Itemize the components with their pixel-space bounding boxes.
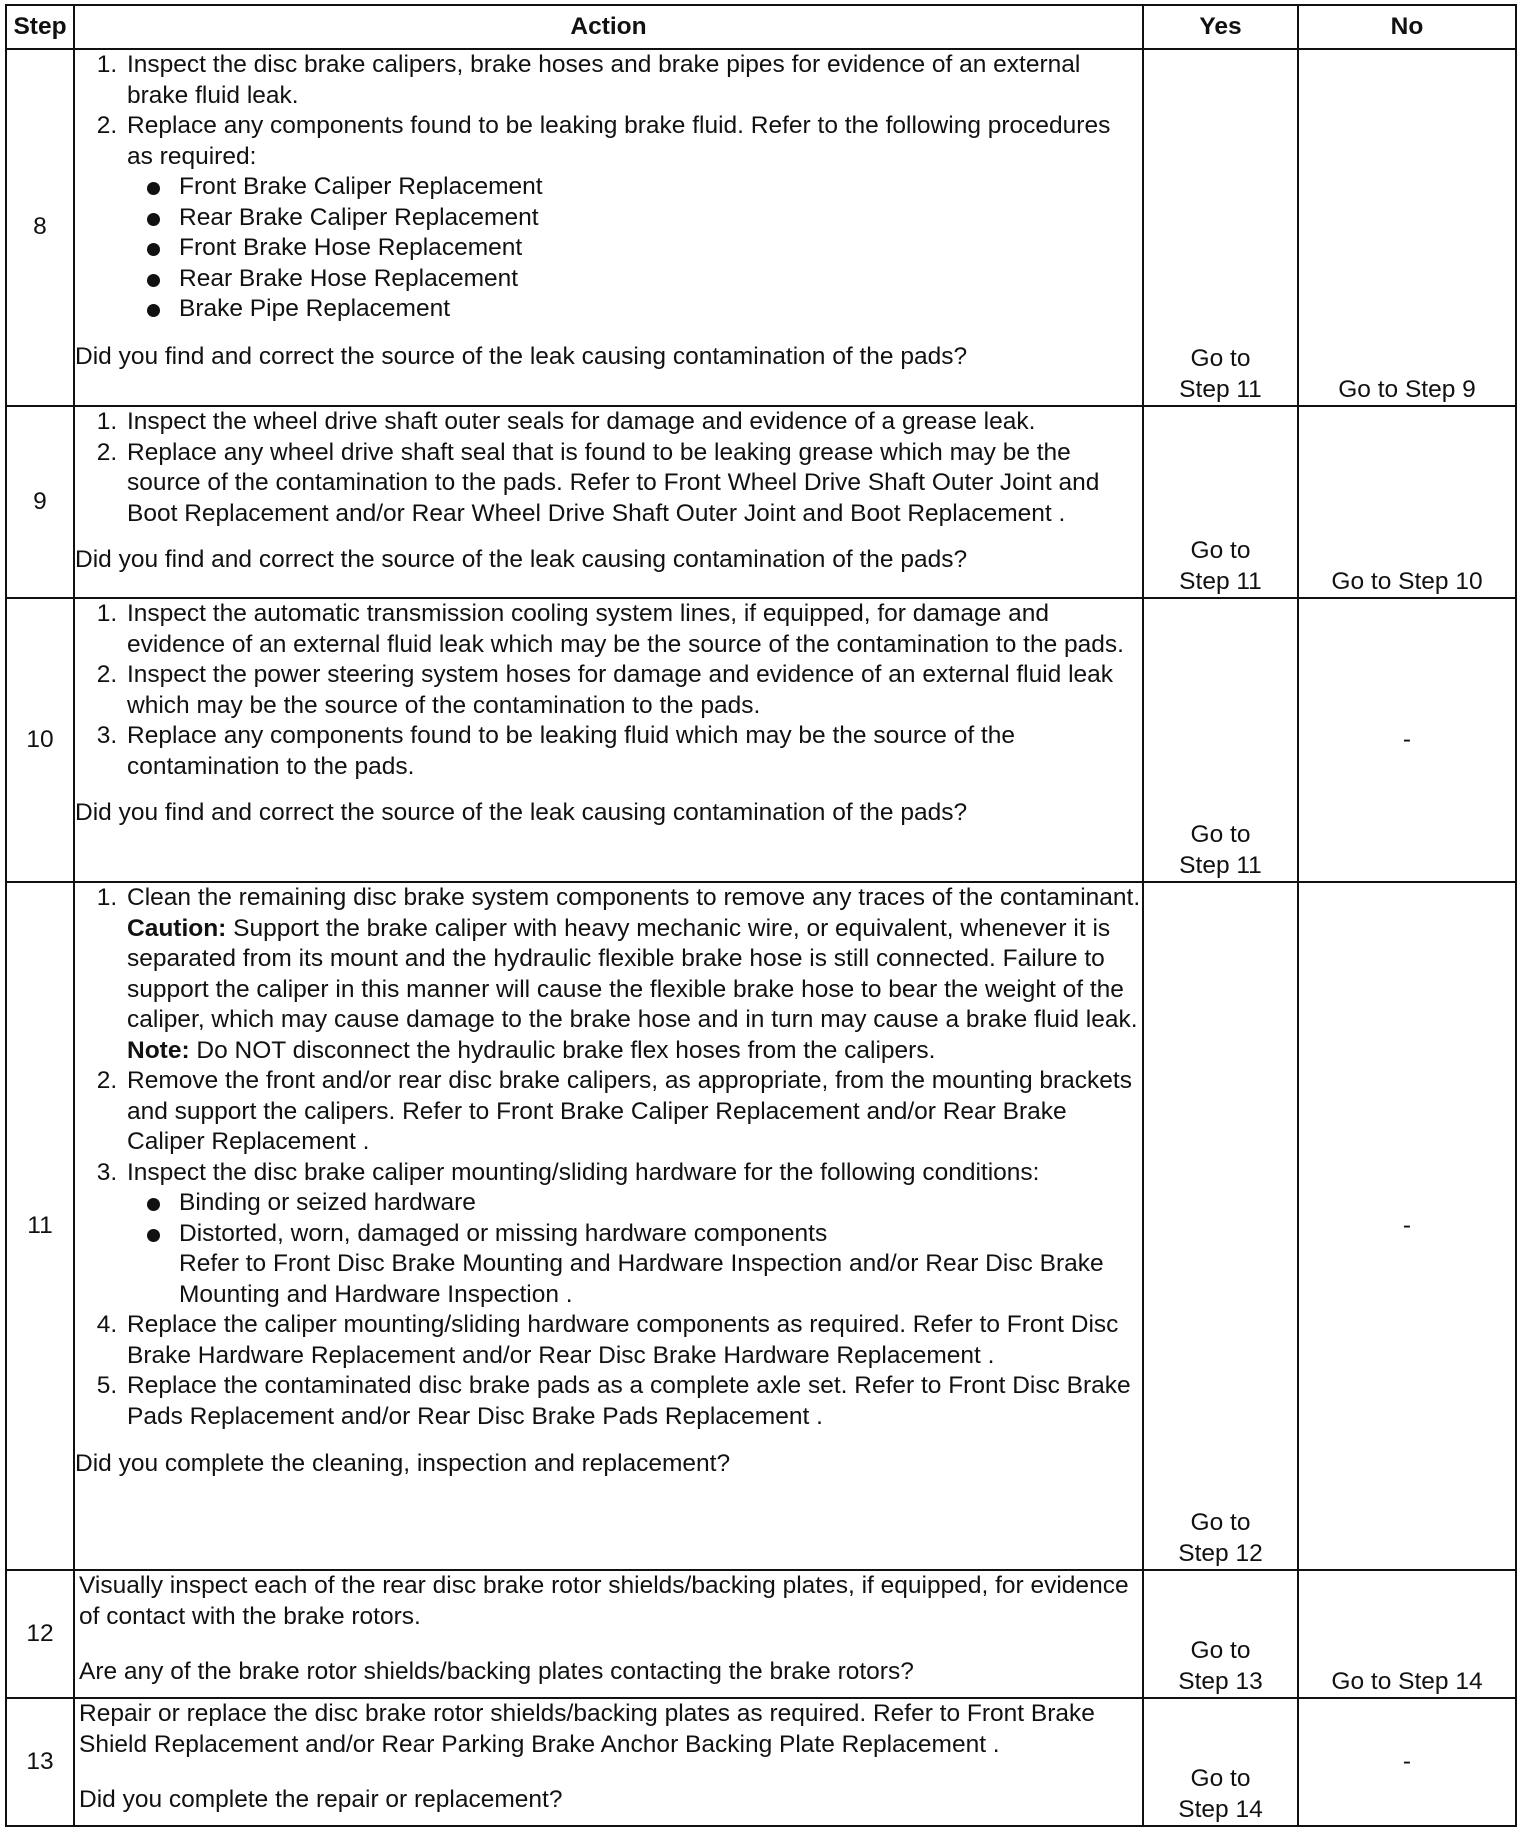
- no-cell: -: [1298, 1698, 1516, 1826]
- procedure-link[interactable]: Brake Pipe Replacement: [179, 294, 1142, 325]
- action-item-text: Inspect the disc brake caliper mounting/sliding hardware for the following conditions:: [127, 1158, 1040, 1186]
- question-text: Did you find and correct the source of the leak causing contamination of the pads?: [75, 546, 968, 573]
- header-action: Action: [74, 5, 1143, 49]
- table-header-row: [6, 5, 1516, 49]
- step-number: 8: [6, 49, 74, 406]
- action-item: [124, 883, 1142, 1066]
- no-cell[interactable]: Go to Step 9: [1298, 49, 1516, 406]
- procedure-link[interactable]: Front Brake Caliper Replacement: [179, 172, 1142, 203]
- action-item: 3. Replace any components found to be leaking fluid which may be the source of the contamination to the pads.: [124, 721, 1142, 782]
- yes-cell[interactable]: [1143, 598, 1298, 882]
- yes-line-1: Go to: [1190, 345, 1251, 372]
- yes-line-2: Step 11: [1179, 375, 1262, 403]
- action-cell: [74, 406, 1143, 598]
- diagnostic-table: [5, 4, 1517, 1827]
- action-cell: [74, 1570, 1143, 1698]
- yes-line-1: Go to: [1190, 1637, 1251, 1664]
- table-row-step-11: [6, 882, 1516, 1570]
- yes-line-1: Go to: [1190, 537, 1251, 564]
- procedure-list: [127, 172, 1142, 325]
- step-number: 11: [6, 882, 74, 1570]
- no-cell[interactable]: Go to Step 10: [1298, 406, 1516, 598]
- no-cell: -: [1298, 598, 1516, 882]
- no-cell[interactable]: Go to Step 14: [1298, 1570, 1516, 1698]
- condition-item: Binding or seized hardware: [179, 1188, 1142, 1219]
- question-text: Did you complete the repair or replacement?: [79, 1786, 563, 1813]
- action-steps: [75, 599, 1142, 782]
- table-row-step-13: [6, 1698, 1516, 1826]
- note-label: Note:: [127, 1036, 190, 1064]
- action-item: 2. Replace any wheel drive shaft seal that is found to be leaking grease which may be the source of the contamination to the pads. Refer to Front Wheel Drive Shaft Outer Joint and Boot Replacement and/or Rear Wheel Drive Shaft Outer Joint and Boot Replacement .: [124, 438, 1142, 530]
- condition-text: Distorted, worn, damaged or missing hardware components: [179, 1219, 828, 1247]
- action-text: Visually inspect each of the rear disc brake rotor shields/backing plates, if equipped, for evidence of contact with the brake rotors.: [79, 1572, 1129, 1630]
- note-text: Do NOT disconnect the hydraulic brake flex hoses from the calipers.: [189, 1036, 936, 1064]
- action-item: 1. Inspect the disc brake calipers, brake hoses and brake pipes for evidence of an external brake fluid leak.: [124, 50, 1142, 111]
- yes-line-2: Step 13: [1178, 1667, 1263, 1695]
- header-step: Step: [6, 5, 74, 49]
- yes-line-1: Go to: [1190, 1509, 1251, 1536]
- action-cell: [74, 882, 1143, 1570]
- condition-list: [127, 1188, 1142, 1310]
- table-row-step-9: [6, 406, 1516, 598]
- caution-block: [127, 914, 1142, 1036]
- question-text: Did you complete the cleaning, inspection and replacement?: [75, 1450, 731, 1477]
- action-item-text: Replace any components found to be leaking brake fluid. Refer to the following procedures as required:: [127, 112, 1111, 170]
- yes-line-1: Go to: [1190, 821, 1251, 848]
- procedure-link[interactable]: Front Brake Hose Replacement: [179, 233, 1142, 264]
- yes-line-2: Step 12: [1178, 1539, 1263, 1567]
- caution-label: Caution:: [127, 914, 227, 942]
- action-item: 5. Replace the contaminated disc brake pads as a complete axle set. Refer to Front Disc Brake Pads Replacement and/or Rear Disc Brake Pads Replacement .: [124, 1371, 1142, 1432]
- yes-cell[interactable]: [1143, 882, 1298, 1570]
- procedure-link[interactable]: Rear Brake Caliper Replacement: [179, 203, 1142, 234]
- action-steps: [75, 50, 1142, 325]
- yes-line-2: Step 11: [1179, 567, 1262, 595]
- action-item: 1. Inspect the automatic transmission cooling system lines, if equipped, for damage and evidence of an external fluid leak which may be the source of the contamination to the pads.: [124, 599, 1142, 660]
- action-cell: [74, 49, 1143, 406]
- action-item: 1. Inspect the wheel drive shaft outer seals for damage and evidence of a grease leak.: [124, 407, 1142, 438]
- step-number: 9: [6, 406, 74, 598]
- action-item: 2. Inspect the power steering system hoses for damage and evidence of an external fluid leak which may be the source of the contamination to the pads.: [124, 660, 1142, 721]
- diagnostic-table-page: [5, 4, 1517, 1827]
- yes-cell[interactable]: [1143, 1698, 1298, 1826]
- question-text: Are any of the brake rotor shields/backing plates contacting the brake rotors?: [79, 1658, 914, 1685]
- action-cell: [74, 1698, 1143, 1826]
- step-number: 13: [6, 1698, 74, 1826]
- yes-line-1: Go to: [1190, 1765, 1251, 1792]
- table-row-step-10: [6, 598, 1516, 882]
- action-steps: [75, 407, 1142, 529]
- header-no: No: [1298, 5, 1516, 49]
- yes-line-2: Step 11: [1179, 851, 1262, 879]
- question-text: Did you find and correct the source of the leak causing contamination of the pads?: [75, 799, 968, 826]
- caution-text: Support the brake caliper with heavy mechanic wire, or equivalent, whenever it is separated from its mount and the hydraulic flexible brake hose is still connected. Failure to support the caliper in this manner will cause the flexible brake hose to bear the weight of the caliper, which may cause damage to the brake hose and in turn may cause a brake fluid leak.: [127, 914, 1138, 1033]
- action-text: Repair or replace the disc brake rotor shields/backing plates as required. Refer to Front Brake Shield Replacement and/or Rear Parking Brake Anchor Backing Plate Replacement .: [79, 1700, 1095, 1758]
- step-number: 12: [6, 1570, 74, 1698]
- action-cell: [74, 598, 1143, 882]
- yes-line-2: Step 14: [1178, 1795, 1263, 1823]
- condition-item: [179, 1219, 1142, 1311]
- action-item: [124, 1158, 1142, 1311]
- yes-cell[interactable]: [1143, 49, 1298, 406]
- yes-cell[interactable]: [1143, 406, 1298, 598]
- action-item: 2. Remove the front and/or rear disc brake calipers, as appropriate, from the mounting brackets and support the calipers. Refer to Front Brake Caliper Replacement and/or Rear Brake Caliper Replacement .: [124, 1066, 1142, 1158]
- action-item: 4. Replace the caliper mounting/sliding hardware components as required. Refer to Front Disc Brake Hardware Replacement and/or Rear Disc Brake Hardware Replacement .: [124, 1310, 1142, 1371]
- question-text: Did you find and correct the source of the leak causing contamination of the pads?: [75, 342, 968, 370]
- no-cell: -: [1298, 882, 1516, 1570]
- yes-cell[interactable]: [1143, 1570, 1298, 1698]
- reference-text: Refer to Front Disc Brake Mounting and Hardware Inspection and/or Rear Disc Brake Mounting and Hardware Inspection .: [179, 1250, 1104, 1308]
- procedure-link[interactable]: Rear Brake Hose Replacement: [179, 264, 1142, 295]
- header-yes: Yes: [1143, 5, 1298, 49]
- note-block: [127, 1036, 1142, 1067]
- table-row-step-8: [6, 49, 1516, 406]
- action-item: [124, 111, 1142, 325]
- step-number: 10: [6, 598, 74, 882]
- action-steps: [75, 883, 1142, 1432]
- action-item-text: 1. Clean the remaining disc brake system components to remove any traces of the contaminant.: [127, 884, 1141, 911]
- table-row-step-12: [6, 1570, 1516, 1698]
